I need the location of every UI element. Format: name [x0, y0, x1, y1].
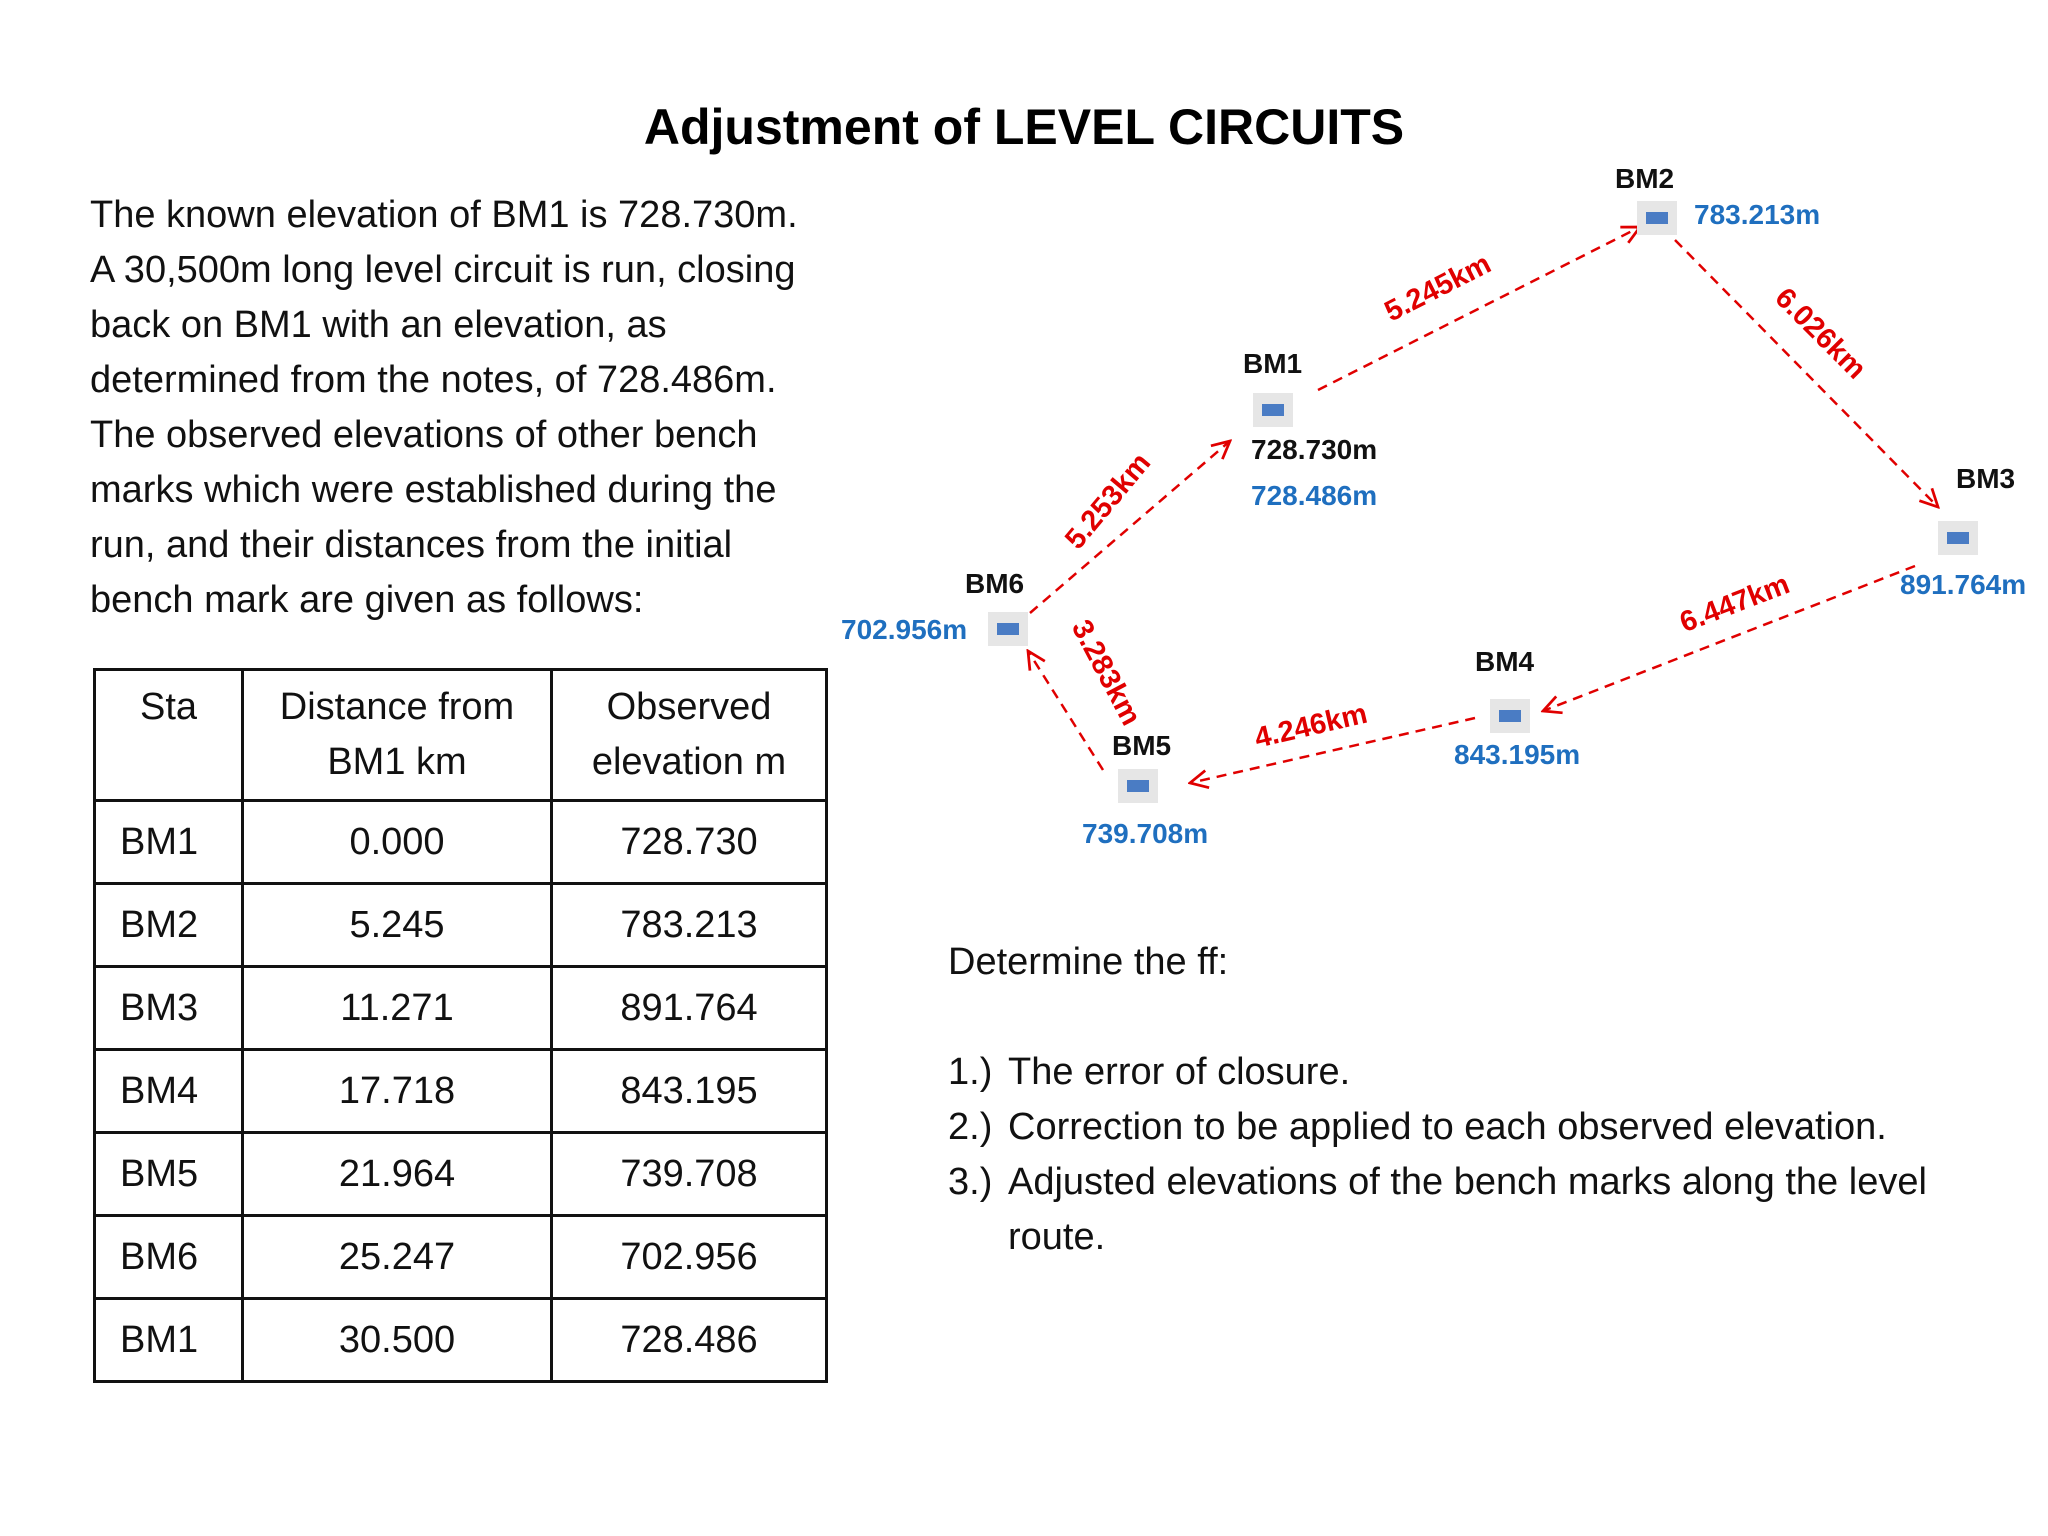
bm2-label: BM2 — [1615, 163, 1675, 194]
bm2-marker — [1637, 201, 1677, 235]
question-number: 1.) — [948, 1051, 993, 1093]
cell-sta: BM1 — [95, 801, 243, 884]
cell-distance: 30.500 — [243, 1299, 552, 1382]
intro-line: The observed elevations of other bench — [90, 414, 758, 456]
cell-sta: BM4 — [95, 1050, 243, 1133]
header-line: Observed — [606, 686, 772, 728]
intro-line: determined from the notes, of 728.486m. — [90, 359, 777, 401]
bm4-marker — [1490, 699, 1530, 733]
bm5-marker — [1118, 769, 1158, 803]
intro-line: marks which were established during the — [90, 469, 777, 511]
cell-elevation: 739.708 — [552, 1133, 827, 1216]
intro-line: run, and their distances from the initial — [90, 524, 733, 566]
cell-elevation: 728.486 — [552, 1299, 827, 1382]
bm1-marker — [1253, 393, 1293, 427]
questions-section — [948, 935, 2008, 1265]
question-item — [948, 1155, 2008, 1265]
question-text: Adjusted elevations of the bench marks along the level route. — [1008, 1161, 1927, 1258]
cell-elevation: 728.730 — [552, 801, 827, 884]
leg-bm3-bm4-distance: 6.447km — [1675, 568, 1794, 640]
cell-distance: 0.000 — [243, 801, 552, 884]
question-item — [948, 1045, 2008, 1100]
bm6-label: BM6 — [965, 568, 1025, 599]
cell-sta: BM2 — [95, 884, 243, 967]
questions-prompt: Determine the ff: — [948, 941, 1229, 983]
intro-line: bench mark are given as follows: — [90, 579, 644, 621]
cell-distance: 17.718 — [243, 1050, 552, 1133]
leg-bm1-bm2-distance: 5.245km — [1379, 247, 1497, 329]
intro-line: back on BM1 with an elevation, as — [90, 304, 667, 346]
intro-line: The known elevation of BM1 is 728.730m. — [90, 194, 798, 236]
page-title: Adjustment of LEVEL CIRCUITS — [643, 99, 1405, 155]
bm1-label: BM1 — [1243, 348, 1303, 379]
intro-line: A 30,500m long level circuit is run, closing — [90, 249, 796, 291]
header-line: BM1 km — [327, 741, 467, 783]
cell-distance: 21.964 — [243, 1133, 552, 1216]
header-line: Distance from — [279, 686, 515, 728]
leg-bm4-bm5-distance: 4.246km — [1251, 697, 1371, 755]
bm4-label: BM4 — [1475, 646, 1535, 677]
cell-sta: BM3 — [95, 967, 243, 1050]
leg-bm2-bm3 — [1675, 240, 1938, 507]
cell-elevation: 783.213 — [552, 884, 827, 967]
bm3-marker — [1938, 521, 1978, 555]
bm5-label: BM5 — [1112, 730, 1172, 761]
cell-elevation: 891.764 — [552, 967, 827, 1050]
bm6-observed-elevation: 702.956m — [841, 614, 968, 645]
cell-elevation: 702.956 — [552, 1216, 827, 1299]
cell-elevation: 843.195 — [552, 1050, 827, 1133]
question-number: 3.) — [948, 1161, 993, 1203]
question-text: Correction to be applied to each observed elevation. — [1008, 1106, 1887, 1148]
cell-distance: 11.271 — [243, 967, 552, 1050]
cell-distance: 25.247 — [243, 1216, 552, 1299]
cell-sta: BM1 — [95, 1299, 243, 1382]
leg-bm2-bm3-distance: 6.026km — [1768, 281, 1873, 386]
bm1-known-elevation: 728.730m — [1251, 434, 1378, 465]
header-line: elevation m — [591, 741, 787, 783]
question-item — [948, 1100, 2008, 1155]
cell-distance: 5.245 — [243, 884, 552, 967]
bm3-label: BM3 — [1956, 463, 2016, 494]
cell-sta: BM6 — [95, 1216, 243, 1299]
header-line: Sta — [139, 686, 198, 728]
question-number: 2.) — [948, 1106, 993, 1148]
leg-bm6-bm1-distance: 5.253km — [1059, 447, 1158, 556]
question-text: The error of closure. — [1008, 1051, 1351, 1093]
cell-sta: BM5 — [95, 1133, 243, 1216]
bm6-marker — [988, 612, 1028, 646]
bm2-observed-elevation: 783.213m — [1694, 199, 1821, 230]
bm3-observed-elevation: 891.764m — [1900, 569, 2027, 600]
bm4-observed-elevation: 843.195m — [1454, 739, 1581, 770]
bm5-observed-elevation: 739.708m — [1082, 818, 1209, 849]
leg-bm5-bm6-distance: 3.283km — [1064, 614, 1147, 731]
bm1-observed-elevation: 728.486m — [1251, 480, 1378, 511]
